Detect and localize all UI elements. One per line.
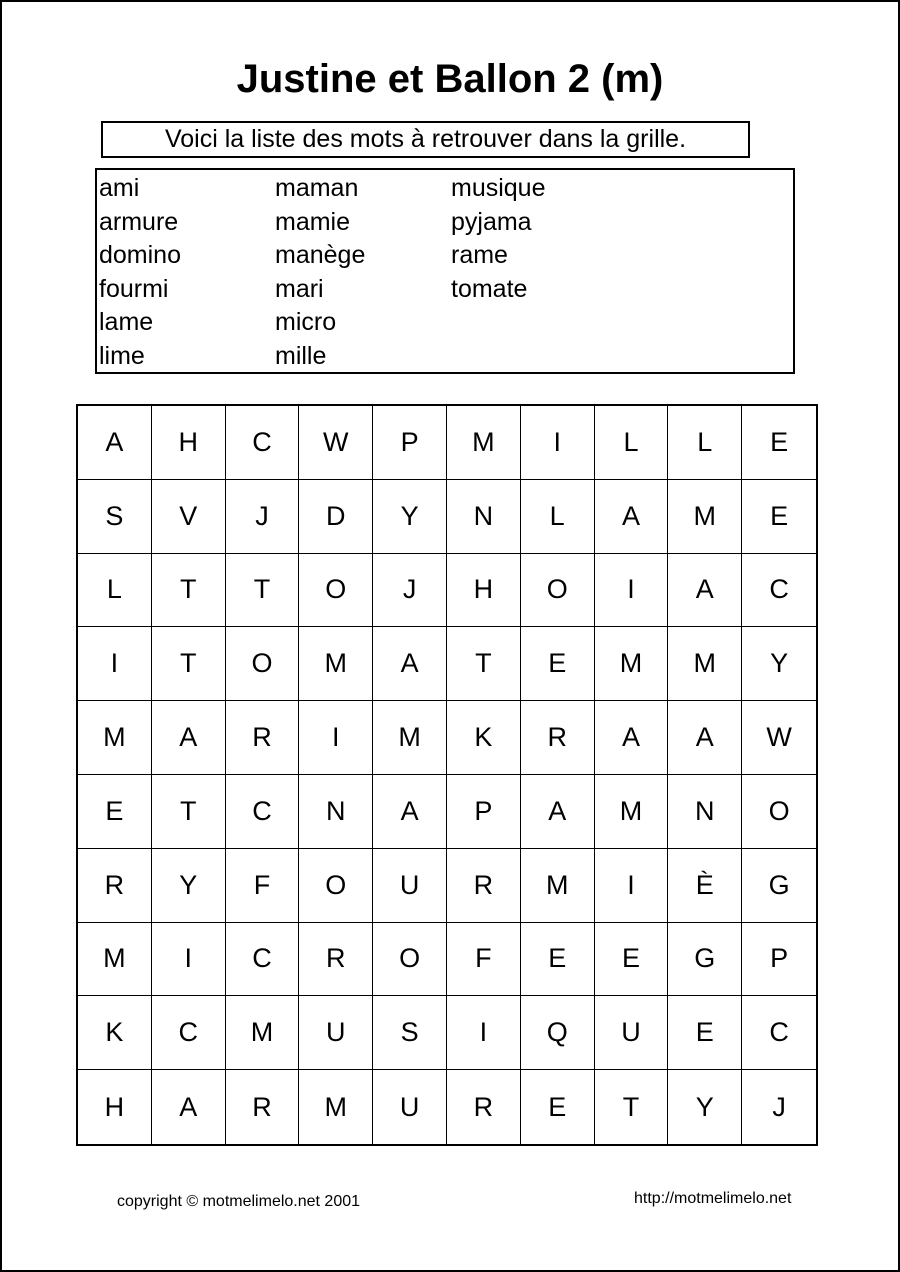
grid-cell: A bbox=[521, 775, 595, 849]
grid-cell: S bbox=[373, 996, 447, 1070]
grid-cell: A bbox=[595, 701, 669, 775]
page-title: Justine et Ballon 2 (m) bbox=[236, 57, 664, 101]
word-item: ami bbox=[99, 174, 140, 202]
grid-cell: M bbox=[78, 923, 152, 997]
grid-cell: E bbox=[521, 923, 595, 997]
grid-cell: I bbox=[521, 406, 595, 480]
grid-cell: Q bbox=[521, 996, 595, 1070]
word-search-grid bbox=[76, 404, 818, 1146]
grid-cell: M bbox=[595, 775, 669, 849]
grid-cell: G bbox=[668, 923, 742, 997]
grid-cell: Y bbox=[742, 627, 816, 701]
grid-cell: J bbox=[772, 1091, 786, 1122]
word-column bbox=[275, 172, 451, 374]
grid-cell: T bbox=[152, 627, 226, 701]
grid-cell: H bbox=[447, 554, 521, 628]
grid-cell: L bbox=[668, 406, 742, 480]
footer-copyright: copyright © motmelimelo.net 2001 bbox=[117, 1193, 361, 1210]
grid-cell: U bbox=[373, 849, 447, 923]
grid-cell: L bbox=[595, 406, 669, 480]
grid-cell: E bbox=[742, 406, 816, 480]
grid-cell: M bbox=[595, 627, 669, 701]
grid-cell: H bbox=[78, 1070, 152, 1144]
grid-cell: O bbox=[299, 849, 373, 923]
word-item: manège bbox=[275, 241, 366, 270]
word-item: mari bbox=[275, 274, 324, 303]
word-item: micro bbox=[275, 308, 337, 337]
grid-cell: A bbox=[78, 406, 152, 480]
instruction-text: Voici la liste des mots à retrouver dans la grille. bbox=[164, 125, 687, 153]
grid-cell: K bbox=[447, 701, 521, 775]
grid-cell: M bbox=[668, 627, 742, 701]
grid-cell: E bbox=[742, 480, 816, 554]
word-item: fourmi bbox=[99, 274, 169, 303]
grid-cell: E bbox=[595, 923, 669, 997]
grid-cell: A bbox=[373, 627, 447, 701]
grid-cell: M bbox=[226, 996, 300, 1070]
grid-cell: T bbox=[226, 554, 300, 628]
grid-cell: F bbox=[226, 849, 300, 923]
grid-cell: N bbox=[447, 480, 521, 554]
grid-cell: P bbox=[742, 923, 816, 997]
word-list-box bbox=[95, 168, 795, 374]
grid-cell: A bbox=[668, 701, 742, 775]
word-item: mille bbox=[275, 341, 327, 370]
grid-cell: C bbox=[226, 923, 300, 997]
grid-cell: E bbox=[668, 996, 742, 1070]
grid-cell: Y bbox=[668, 1070, 742, 1144]
grid-cell: D bbox=[299, 480, 373, 554]
grid-cell: J bbox=[373, 554, 447, 628]
grid-cell: I bbox=[595, 849, 669, 923]
word-item: tomate bbox=[451, 274, 528, 303]
grid-cell: W bbox=[742, 701, 816, 775]
instruction-box bbox=[101, 121, 750, 158]
grid-cell: L bbox=[78, 554, 152, 628]
grid-cell: M bbox=[373, 701, 447, 775]
grid-cell: O bbox=[226, 627, 300, 701]
grid-cell: E bbox=[521, 627, 595, 701]
grid-cell: U bbox=[595, 996, 669, 1070]
word-item: lame bbox=[99, 308, 154, 337]
grid-cell: N bbox=[668, 775, 742, 849]
grid-cell: L bbox=[521, 480, 595, 554]
grid-cell: Y bbox=[373, 480, 447, 554]
grid-cell: I bbox=[595, 554, 669, 628]
grid-cell: H bbox=[152, 406, 226, 480]
grid-cell: M bbox=[521, 849, 595, 923]
grid-cell: I bbox=[447, 996, 521, 1070]
grid-cell: T bbox=[152, 554, 226, 628]
word-item: mamie bbox=[275, 207, 351, 236]
grid-cell: K bbox=[78, 996, 152, 1070]
word-column bbox=[451, 172, 546, 306]
grid-cell: O bbox=[742, 775, 816, 849]
grid-cell: R bbox=[447, 849, 521, 923]
grid-cell: S bbox=[78, 480, 152, 554]
grid-cell: A bbox=[668, 554, 742, 628]
grid-cell: A bbox=[373, 775, 447, 849]
grid-cell: M bbox=[78, 701, 152, 775]
grid-cell: O bbox=[373, 923, 447, 997]
grid-cell: R bbox=[299, 923, 373, 997]
grid-cell: C bbox=[742, 996, 816, 1070]
grid-cell: E bbox=[78, 775, 152, 849]
grid-cell: F bbox=[447, 923, 521, 997]
grid-cell: M bbox=[668, 480, 742, 554]
grid-cell: R bbox=[226, 1070, 300, 1144]
grid-cell: U bbox=[373, 1070, 447, 1144]
grid-cell: È bbox=[668, 849, 742, 923]
grid-cell: J bbox=[226, 480, 300, 554]
grid-cell: T bbox=[152, 775, 226, 849]
word-item: musique bbox=[451, 174, 546, 202]
grid-cell: M bbox=[299, 627, 373, 701]
grid-cell: T bbox=[447, 627, 521, 701]
grid-cell: T bbox=[595, 1070, 669, 1144]
grid-cell: R bbox=[447, 1070, 521, 1144]
word-item: maman bbox=[275, 174, 359, 202]
grid-cell: R bbox=[521, 701, 595, 775]
grid-cell: A bbox=[152, 701, 226, 775]
word-item: lime bbox=[99, 341, 145, 370]
grid-cell: P bbox=[447, 775, 521, 849]
grid-cell: R bbox=[226, 701, 300, 775]
grid-cell: O bbox=[299, 554, 373, 628]
grid-cell: C bbox=[226, 775, 300, 849]
grid-cell: I bbox=[299, 701, 373, 775]
word-item: domino bbox=[99, 241, 181, 270]
grid-cell: G bbox=[742, 849, 816, 923]
grid-cell: N bbox=[299, 775, 373, 849]
grid-cell: A bbox=[152, 1070, 226, 1144]
grid-cell: C bbox=[152, 996, 226, 1070]
grid-cell: U bbox=[299, 996, 373, 1070]
word-column bbox=[99, 172, 275, 374]
word-item: pyjama bbox=[451, 207, 532, 236]
grid-cell: E bbox=[521, 1070, 595, 1144]
grid-cell: W bbox=[299, 406, 373, 480]
grid-cell: M bbox=[447, 406, 521, 480]
grid-cell: O bbox=[521, 554, 595, 628]
word-item: armure bbox=[99, 207, 179, 236]
grid-cell: R bbox=[78, 849, 152, 923]
grid-cell: Y bbox=[152, 849, 226, 923]
grid-cell: C bbox=[742, 554, 816, 628]
grid-cell: V bbox=[152, 480, 226, 554]
word-item: rame bbox=[451, 241, 508, 270]
grid-cell: A bbox=[595, 480, 669, 554]
grid-cell: I bbox=[78, 627, 152, 701]
grid-cell: P bbox=[373, 406, 447, 480]
grid-cell: I bbox=[152, 923, 226, 997]
grid-cell: M bbox=[299, 1070, 373, 1144]
grid-cell: C bbox=[226, 406, 300, 480]
footer-url: http://motmelimelo.net bbox=[634, 1190, 792, 1207]
